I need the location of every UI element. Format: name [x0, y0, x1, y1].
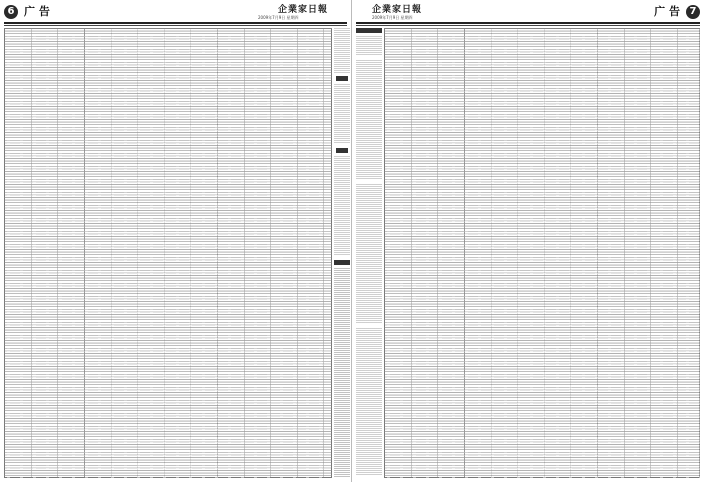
- dateline: 2009年7月9日 星期四: [258, 15, 299, 20]
- classified-ad-table: [4, 28, 332, 478]
- header-rule: [4, 22, 347, 24]
- masthead: 企業家日報: [278, 5, 329, 15]
- page-number-badge: 6: [4, 5, 18, 19]
- header-rule: [356, 22, 700, 24]
- notice-column: [334, 28, 350, 478]
- section-title: 广 告: [654, 5, 680, 18]
- page-number-badge: 7: [686, 5, 700, 19]
- header-rule-thin: [356, 25, 700, 26]
- classified-ad-table: [384, 28, 700, 478]
- dateline: 2009年7月9日 星期四: [372, 15, 413, 20]
- section-title: 广 告: [24, 5, 50, 18]
- notice-column: [356, 28, 382, 478]
- header-rule-thin: [4, 25, 347, 26]
- newspaper-page-right: [352, 0, 704, 482]
- masthead: 企業家日報: [372, 5, 423, 15]
